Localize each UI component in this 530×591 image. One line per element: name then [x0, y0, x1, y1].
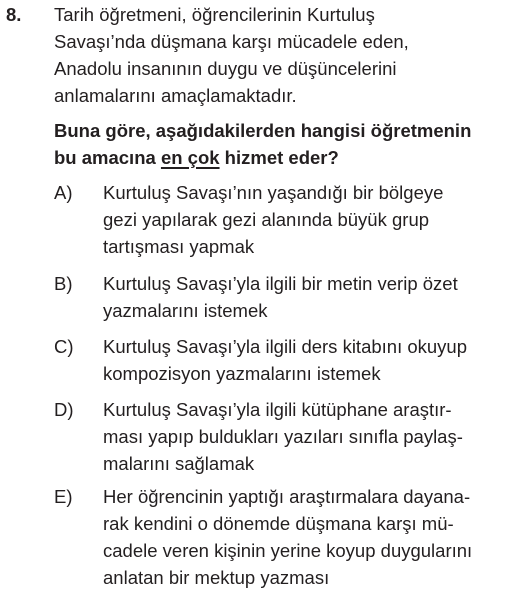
option-line: yazmalarını istemek [103, 300, 268, 321]
option-line: kompozisyon yazmalarını istemek [103, 363, 381, 384]
option-line: ması yapıp buldukları yazıları sınıfla paylaş- [103, 426, 463, 447]
option-letter: A) [54, 182, 73, 203]
stem-line: Anadolu insanının duygu ve düşüncelerini [54, 58, 397, 79]
prompt-text: bu amacına [54, 147, 161, 168]
stem-line: anlamalarını amaçlamaktadır. [54, 85, 297, 106]
option-line: gezi yapılarak gezi alanında büyük grup [103, 209, 430, 230]
option-line: malarını sağlamak [103, 453, 255, 474]
stem-line: Savaşı’nda düşmana karşı mücadele eden, [54, 31, 409, 52]
option-text [103, 396, 530, 477]
prompt-line [54, 144, 530, 171]
option-line: anlatan bir mektup yazması [103, 567, 330, 588]
option-line: Kurtuluş Savaşı’yla ilgili bir metin verip özet [103, 273, 458, 294]
option-c[interactable] [0, 333, 530, 387]
option-line: Kurtuluş Savaşı’yla ilgili kütüphane araştır- [103, 399, 452, 420]
option-letter: D) [54, 399, 74, 420]
option-e[interactable] [0, 483, 530, 591]
option-text [103, 333, 530, 387]
prompt-emphasis: en çok [160, 147, 220, 168]
stem-line: Tarih öğretmeni, öğrencilerinin Kurtuluş [54, 4, 375, 25]
option-line: Kurtuluş Savaşı’nın yaşandığı bir bölgeye [103, 182, 444, 203]
option-text [103, 270, 530, 324]
option-d[interactable] [0, 396, 530, 477]
option-line: Her öğrencinin yaptığı araştırmalara dayana- [103, 486, 471, 507]
option-letter: E) [54, 486, 73, 507]
question-stem [54, 1, 530, 109]
option-line: tartışması yapmak [103, 236, 255, 257]
option-line: Kurtuluş Savaşı’yla ilgili ders kitabını okuyup [103, 336, 468, 357]
option-letter: B) [54, 273, 73, 294]
option-text [103, 483, 530, 591]
prompt-text: hizmet eder? [219, 147, 339, 168]
option-a[interactable] [0, 179, 530, 260]
question-number: 8. [6, 4, 22, 25]
option-line: rak kendini o dönemde düşmana karşı mü- [103, 513, 454, 534]
question-prompt [54, 117, 530, 171]
prompt-line: Buna göre, aşağıdakilerden hangisi öğretmenin [54, 120, 472, 141]
option-b[interactable] [0, 270, 530, 324]
option-text [103, 179, 530, 260]
option-line: cadele veren kişinin yerine koyup duygularını [103, 540, 473, 561]
option-letter: C) [54, 336, 74, 357]
